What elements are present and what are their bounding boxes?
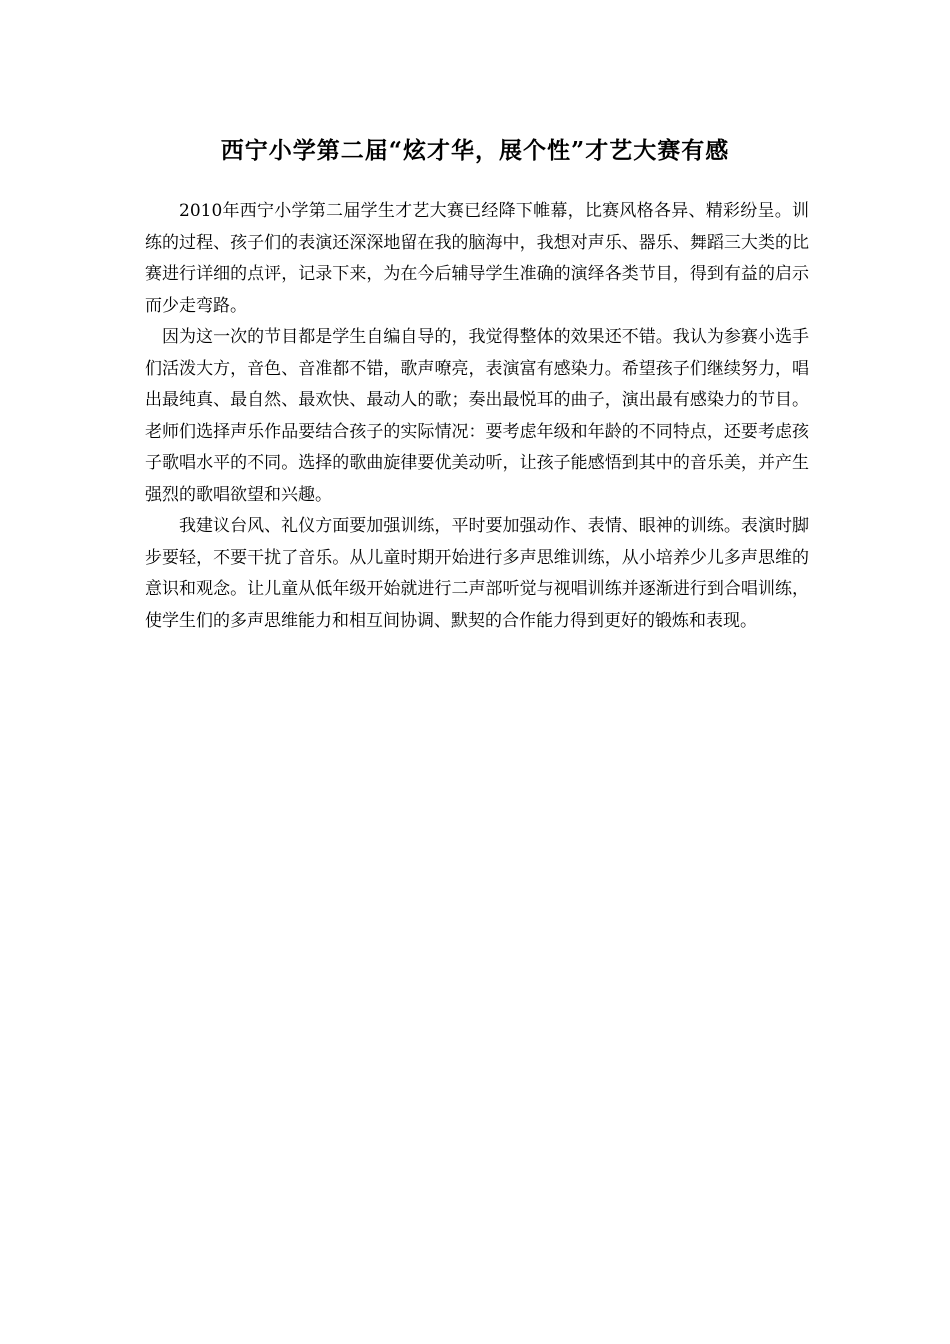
document-body xyxy=(145,196,809,637)
paragraph-2: 因为这一次的节目都是学生自编自导的，我觉得整体的效果还不错。我认为参赛小选手们活泼大方，音色、音准都不错，歌声嘹亮，表演富有感染力。希望孩子们继续努力，唱出最纯真、最自然、最欢快、最动人的歌；奏出最悦耳的曲子，演出最有感染力的节目。老师们选择声乐作品要结合孩子的实际情况：要考虑年级和年龄的不同特点，还要考虑孩子歌唱水平的不同。选择的歌曲旋律要优美动听，让孩子能感悟到其中的音乐美，并产生强烈的歌唱欲望和兴趣。 xyxy=(145,327,809,505)
paragraph-3: 我建议台风、礼仪方面要加强训练，平时要加强动作、表情、眼神的训练。表演时脚步要轻，不要干扰了音乐。从儿童时期开始进行多声思维训练，从小培养少儿多声思维的意识和观念。让儿童从低年级开始就进行二声部听觉与视唱训练并逐渐进行到合唱训练，使学生们的多声思维能力和相互间协调、默契的合作能力得到更好的锻炼和表现。 xyxy=(145,516,809,631)
paragraph-1: 2010年西宁小学第二届学生才艺大赛已经降下帷幕，比赛风格各异、精彩纷呈。训练的过程、孩子们的表演还深深地留在我的脑海中，我想对声乐、器乐、舞蹈三大类的比赛进行详细的点评，记录下来，为在今后辅导学生准确的演绎各类节目，得到有益的启示而少走弯路。 xyxy=(145,201,809,316)
document-title: 西宁小学第二届“炫才华，展个性”才艺大赛有感 xyxy=(220,137,730,164)
